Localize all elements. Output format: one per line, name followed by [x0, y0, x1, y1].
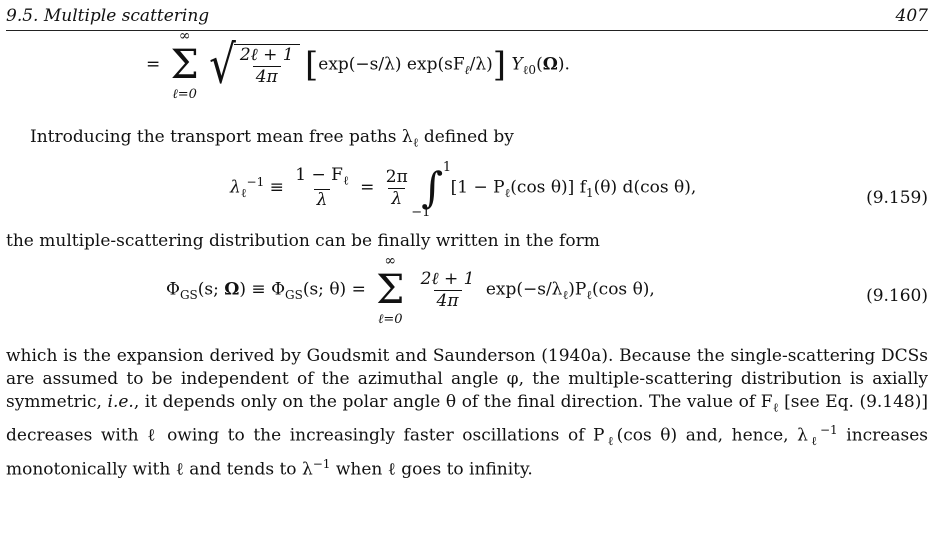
equation-number-159: (9.159) — [866, 188, 928, 208]
header-rule — [6, 30, 928, 31]
square-root: √ $\frac{\text{2ℓ + 1}}{4\pi}$ — [209, 44, 300, 86]
equation-number-160: (9.160) — [866, 286, 928, 306]
equation-9-159: $\lambda_\ell^{-1}$ ≡ $\frac{1 - F_\ell}{\lambda}$ = $\frac{2\pi}{\lambda}$ ∫ 1 −1 [$1 - P_\ell(\cos$ θ)] $f_1(\theta)$ d(cos θ), — [230, 160, 697, 220]
intro-line: Introducing the transport mean free paths $\lambda_\ell$ defined by — [30, 127, 514, 150]
summation-160: ∞ Σ ℓ=0 — [376, 253, 405, 327]
equation-9-160: $\Phi_{GS}(s$; $\Omega) \equiv \Phi_{GS}(s$; θ) = ∞ Σ ℓ=0 $\frac{\text{2ℓ + 1}}{4\pi}$ $\exp(-s/\lambda_\ell)P_\ell(\cos$ θ), — [166, 253, 655, 327]
equation-top: = ∞ Σ ℓ=0 √ $\frac{\text{2ℓ + 1}}{4\pi}$ [exp(−s/λ) $\exp(sF_\ell/\lambda)$] $Y_{\ell 0}(\Omega)$. — [146, 28, 570, 102]
form-line: the multiple-scattering distribution can be finally written in the form — [6, 231, 600, 251]
summation: ∞ Σ ℓ=0 — [170, 28, 199, 102]
body-paragraph: which is the expansion derived by Goudsmit and Saunderson (1940a). Because the single-scattering DCSs are assumed to be independent of the azimuthal angle φ, the multiple-scattering distribution is axially symmetric, i.e., it depends only on the polar angle θ of the final direction. The value of $F_\ell$ [see Eq. (9.148)] decreases with ℓ owing to the increasingly faster oscillations of $P_\ell(\cos$ θ) and, hence, $\lambda_\ell^{-1}$ increases monotonically with ℓ and tends to $\lambda^{-1}$ when ℓ goes to infinity. — [6, 346, 929, 481]
integral: ∫ 1 −1 — [411, 160, 452, 220]
page-number: 407 — [895, 6, 928, 26]
section-title: 9.5. Multiple scattering — [6, 6, 210, 26]
running-header — [6, 6, 928, 30]
